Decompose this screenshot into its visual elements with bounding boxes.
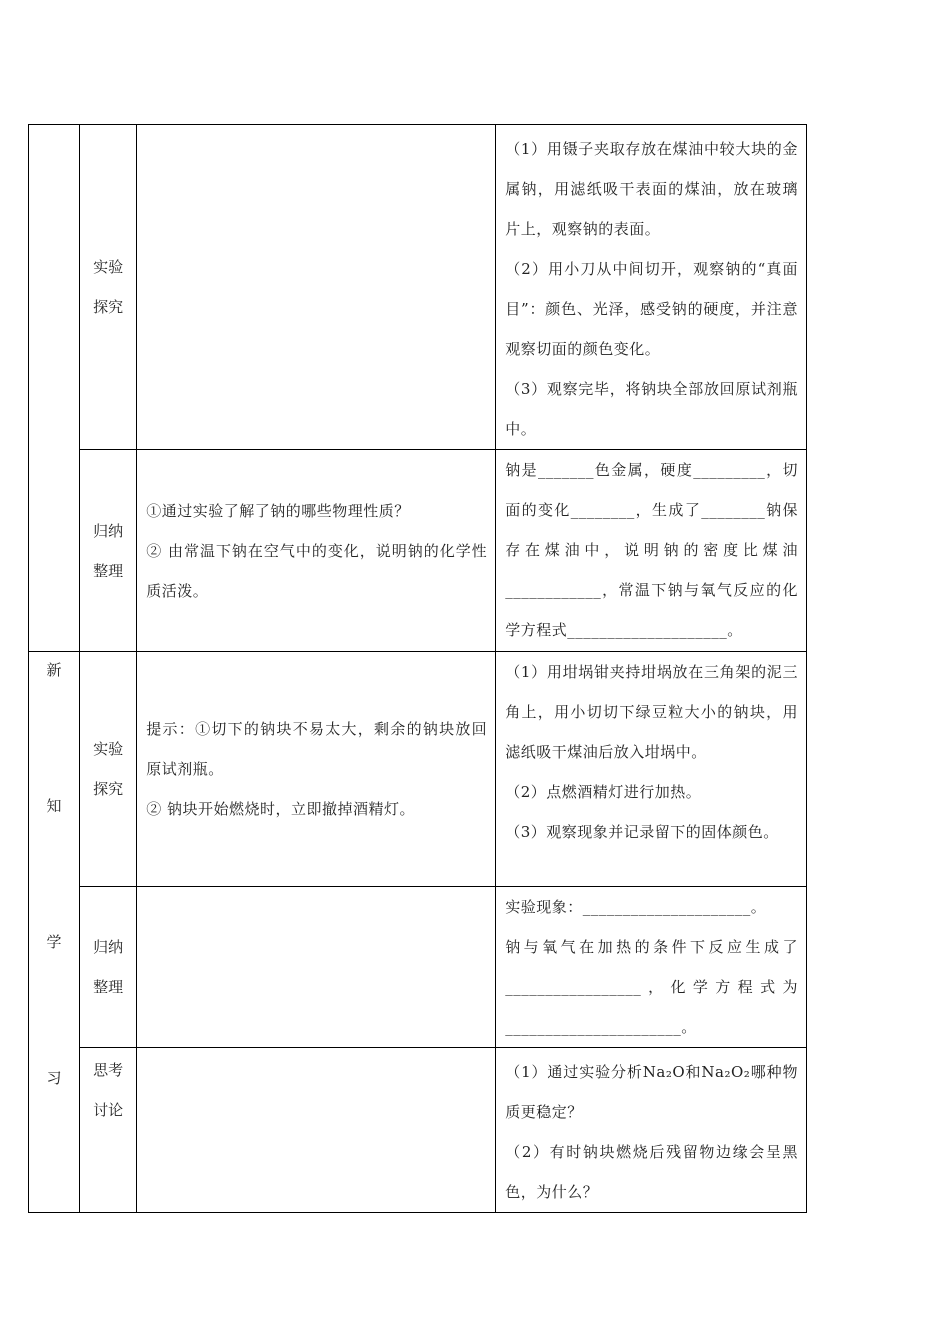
hint-paragraph: ② 由常温下钠在空气中的变化，说明钠的化学性质活泼。 xyxy=(146,541,488,600)
row-label-line: 实验 xyxy=(93,258,124,276)
row-label-line: 讨论 xyxy=(93,1101,124,1119)
hint-cell xyxy=(137,1048,496,1213)
row-label-line: 探究 xyxy=(93,780,124,798)
hint-paragraph: ①通过实验了解了钠的哪些物理性质？ xyxy=(146,501,410,520)
table-row xyxy=(29,887,807,1048)
hint-cell xyxy=(137,125,496,450)
content-paragraph: （1）用坩埚钳夹持坩埚放在三角架的泥三角上，用小切切下绿豆粒大小的钠块，用滤纸吸干煤油后放入坩埚中。 xyxy=(505,663,798,761)
section-label-cell xyxy=(29,652,80,1213)
hint-paragraph: 提示：①切下的钠块不易太大，剩余的钠块放回原试剂瓶。 xyxy=(146,720,488,778)
row-label-line: 归纳 xyxy=(93,521,124,540)
content-paragraph: （2）点燃酒精灯进行加热。 xyxy=(505,783,702,801)
content-paragraph: （3）观察现象并记录留下的固体颜色。 xyxy=(505,823,779,841)
content-cell xyxy=(496,450,807,652)
row-label-line: 探究 xyxy=(93,298,124,316)
hint-cell xyxy=(137,652,496,887)
table-row xyxy=(29,125,807,450)
content-paragraph: 钠是_______色金属，硬度_________，切面的变化________，生成了________钠保存在煤油中，说明钠的密度比煤油____________，常温下钠与氧气反应的化学方程式____________________。 xyxy=(505,461,798,639)
row-label-line: 整理 xyxy=(93,978,124,996)
row-label-cell xyxy=(80,652,137,887)
hint-cell xyxy=(137,450,496,652)
content-cell xyxy=(496,887,807,1048)
content-cell xyxy=(496,125,807,450)
section-label-char: 学 xyxy=(46,933,62,951)
row-label-cell xyxy=(80,125,137,450)
section-label-char: 知 xyxy=(46,797,62,815)
row-label-line: 归纳 xyxy=(93,938,124,956)
row-label-line: 整理 xyxy=(93,561,124,580)
content-paragraph: （2）用小刀从中间切开，观察钠的“真面目”：颜色、光泽，感受钠的硬度，并注意观察切面的颜色变化。 xyxy=(505,260,798,358)
lesson-table xyxy=(28,124,807,1213)
row-label-line: 实验 xyxy=(93,740,124,758)
section-label-char: 新 xyxy=(46,661,62,679)
hint-cell xyxy=(137,887,496,1048)
row-label-cell xyxy=(80,887,137,1048)
section-cell-empty xyxy=(29,125,80,652)
table-row xyxy=(29,450,807,652)
table-row xyxy=(29,1048,807,1213)
row-label-cell xyxy=(80,1048,137,1213)
content-paragraph: 实验现象：_____________________。 xyxy=(505,898,767,916)
content-paragraph: （1）用镊子夹取存放在煤油中较大块的金属钠，用滤纸吸干表面的煤油，放在玻璃片上，观察钠的表面。 xyxy=(505,140,798,238)
content-paragraph: （1）通过实验分析Na₂O和Na₂O₂哪种物质更稳定？ xyxy=(505,1063,798,1121)
content-paragraph: （3）观察完毕，将钠块全部放回原试剂瓶中。 xyxy=(505,380,798,438)
content-cell xyxy=(496,652,807,887)
content-paragraph: 钠与氧气在加热的条件下反应生成了_________________，化学方程式为______________________。 xyxy=(505,938,798,1036)
content-cell xyxy=(496,1048,807,1213)
content-paragraph: （2）有时钠块燃烧后残留物边缘会呈黑色，为什么？ xyxy=(505,1143,798,1201)
section-label-char: 习 xyxy=(46,1069,62,1087)
row-label-line: 思考 xyxy=(93,1061,124,1079)
hint-paragraph: ② 钠块开始燃烧时，立即撤掉酒精灯。 xyxy=(146,800,416,818)
table-row xyxy=(29,652,807,887)
row-label-cell xyxy=(80,450,137,652)
